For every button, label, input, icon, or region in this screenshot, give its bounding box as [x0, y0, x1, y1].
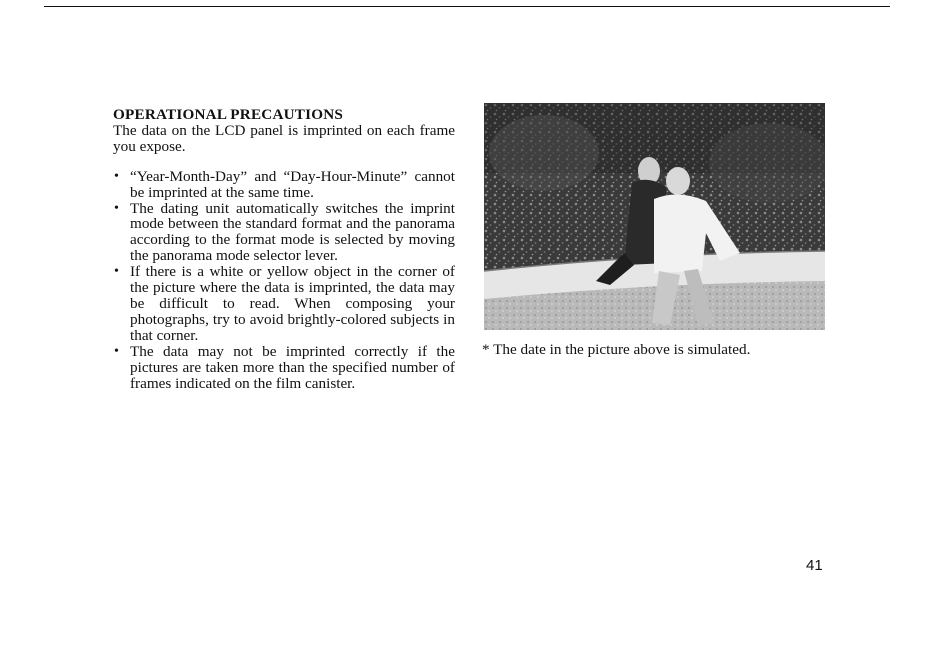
- list-item: [113, 201, 455, 265]
- list-item-text: If there is a white or yellow object in the corner of the picture where the data is imprinted, the data may be difficult to read. When composing your photographs, try to avoid brightly-colored subjects in that corner.: [130, 263, 455, 344]
- page-number: 41: [806, 557, 823, 574]
- precautions-list: [113, 169, 455, 392]
- sample-photo: [484, 103, 825, 330]
- section-heading: OPERATIONAL PRECAUTIONS: [113, 106, 344, 123]
- list-item-text: “Year-Month-Day” and “Day-Hour-Minute” cannot be imprinted at the same time.: [130, 167, 455, 201]
- list-item-text: The dating unit automatically switches the imprint mode between the standard format and the panorama according to the format mode is selected by moving the panorama mode selector lever.: [130, 199, 455, 265]
- list-item: [113, 264, 455, 344]
- bullet-icon: •: [114, 200, 119, 216]
- list-item: [113, 169, 455, 201]
- photo-caption: * The date in the picture above is simulated.: [482, 341, 751, 358]
- intro-paragraph: The data on the LCD panel is imprinted on each frame you expose.: [113, 121, 455, 155]
- precautions-section: [113, 107, 455, 391]
- bullet-icon: •: [114, 168, 119, 184]
- list-item-text: The data may not be imprinted correctly if the pictures are taken more than the specified number of frames indicated on the film canister.: [130, 342, 455, 392]
- top-rule: [44, 6, 890, 7]
- list-item: [113, 344, 455, 392]
- bullet-icon: •: [114, 264, 119, 280]
- photo-illustration: [484, 103, 825, 330]
- bullet-icon: •: [114, 343, 119, 359]
